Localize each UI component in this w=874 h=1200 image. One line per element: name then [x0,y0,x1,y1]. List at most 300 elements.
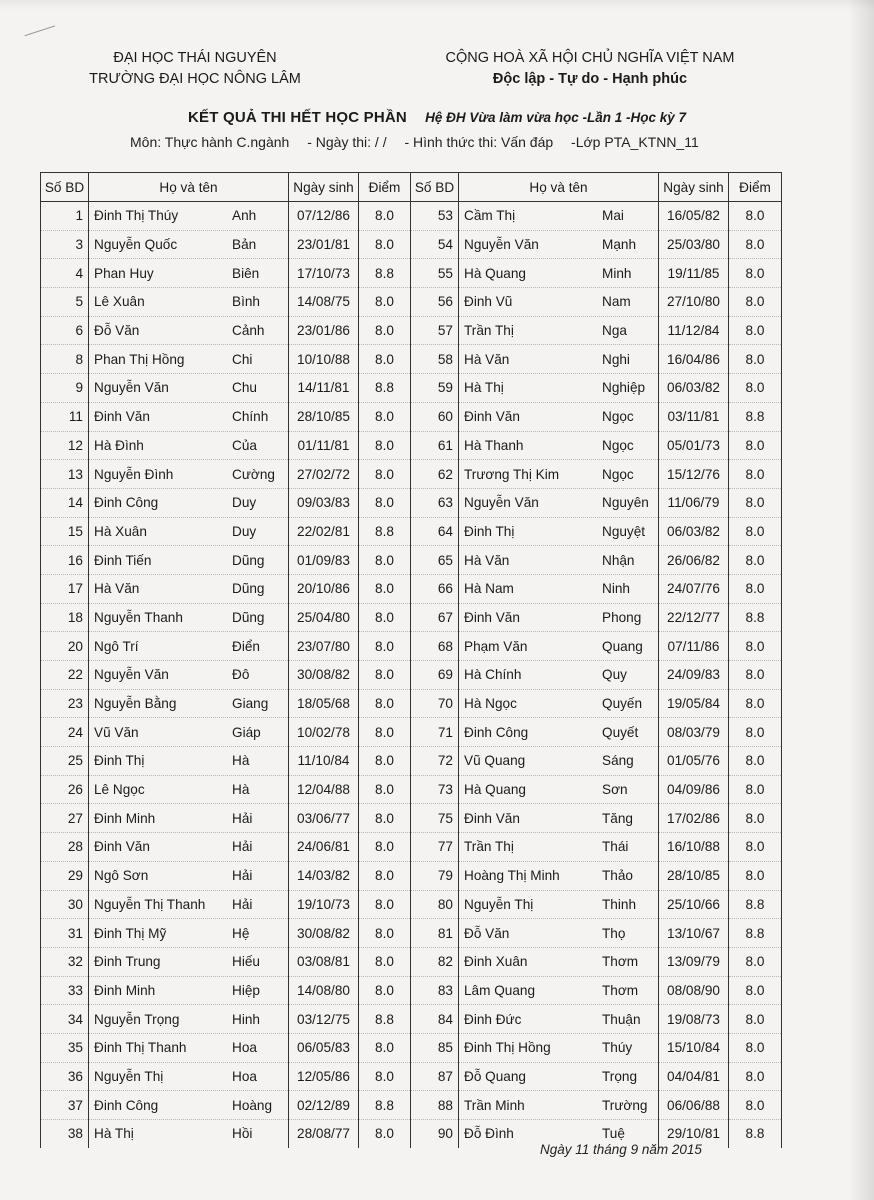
table-row [41,546,782,575]
table-row [41,316,782,345]
dob-text: 06/03/82 [667,380,720,396]
dob-text: 11/12/84 [667,323,720,339]
score [729,1091,782,1120]
candidate-number-text: 27 [67,810,83,826]
table-row [41,747,782,776]
candidate-number [41,517,89,546]
candidate-number [41,718,89,747]
family-name: Hà Văn [94,581,140,597]
dob-text: 01/09/83 [297,552,350,568]
candidate-number-text: 66 [437,581,453,597]
family-name: Trương Thị Kim [464,466,560,482]
date-of-birth [659,1091,729,1120]
score-text: 8.0 [745,1068,765,1084]
date-of-birth [659,919,729,948]
date-of-birth [659,374,729,403]
given-name: Bình [232,294,260,310]
dob-text: 05/01/73 [667,437,720,453]
family-name: Đỗ Quang [464,1068,526,1084]
score-text: 8.0 [745,667,765,683]
candidate-number [411,1120,459,1148]
candidate-number [411,661,459,690]
table-row [41,947,782,976]
candidate-number-text: 88 [437,1097,453,1113]
table-row [41,488,782,517]
full-name [89,833,289,862]
candidate-number-text: 35 [67,1040,83,1056]
score [729,661,782,690]
family-name: Hà Nam [464,581,514,597]
score-text: 8.0 [375,609,394,625]
candidate-number [41,947,89,976]
full-name [459,1033,659,1062]
date-of-birth [289,747,359,776]
given-name: Tăng [602,810,633,826]
given-name: Thơm [602,954,639,970]
full-name [89,775,289,804]
date-of-birth [659,431,729,460]
class-code: -Lớp PTA_KTNN_11 [571,134,699,150]
table-row [41,431,782,460]
family-name: Đinh Công [464,724,529,740]
given-name: Thuận [602,1011,641,1027]
dob-text: 11/06/79 [667,495,720,511]
score [359,460,411,489]
candidate-number [411,1005,459,1034]
candidate-number [41,402,89,431]
date-of-birth [289,345,359,374]
candidate-number [41,574,89,603]
family-name: Đinh Xuân [464,954,528,970]
given-name: Hoa [232,1040,257,1056]
candidate-number [41,632,89,661]
candidate-number [41,661,89,690]
table-row [41,1062,782,1091]
full-name [89,1005,289,1034]
dob-text: 13/10/67 [667,925,720,941]
given-name: Nam [602,294,631,310]
date-of-birth [659,288,729,317]
given-name: Hoàng [232,1097,273,1113]
score-text: 8.0 [375,839,394,855]
candidate-number-text: 81 [437,925,453,941]
candidate-number-text: 17 [67,581,83,597]
given-name: Nghi [602,351,630,367]
candidate-number [411,517,459,546]
dob-text: 22/12/77 [667,609,720,625]
date-of-birth [659,661,729,690]
candidate-number-text: 83 [437,982,453,998]
given-name: Hải [232,868,253,884]
score [359,919,411,948]
score [729,374,782,403]
col-header-sbd-2: Số BD [411,173,459,202]
dob-text: 27/10/80 [667,294,720,310]
family-name: Hà Thanh [464,437,524,453]
dob-text: 06/05/83 [297,1040,350,1056]
family-name: Hà Ngọc [464,696,517,712]
dob-text: 10/02/78 [297,724,350,740]
family-name: Đỗ Đình [464,1126,514,1142]
dob-text: 22/02/81 [297,523,350,539]
given-name: Chi [232,351,253,367]
given-name: Hiếu [232,954,260,970]
score [359,517,411,546]
candidate-number [41,345,89,374]
candidate-number [411,689,459,718]
family-name: Nguyễn Quốc [94,237,178,253]
score-text: 8.0 [375,667,394,683]
full-name [89,947,289,976]
score [359,345,411,374]
full-name [459,316,659,345]
candidate-number-text: 58 [437,351,453,367]
score-text: 8.0 [745,868,765,884]
full-name [89,316,289,345]
candidate-number-text: 60 [437,409,453,425]
family-name: Đinh Văn [464,609,520,625]
score [729,632,782,661]
score [729,431,782,460]
score-text: 8.0 [745,237,765,253]
given-name: Chu [232,380,257,396]
col-header-name-2: Họ và tên [459,173,659,202]
full-name [459,861,659,890]
given-name: Duy [232,495,257,511]
score-text: 8.8 [375,1097,394,1113]
score-text: 8.0 [375,495,394,511]
full-name [89,804,289,833]
score-text: 8.0 [375,724,394,740]
dob-text: 02/12/89 [297,1097,350,1113]
table-row [41,890,782,919]
score-text: 8.0 [745,581,765,597]
candidate-number-text: 29 [67,868,83,884]
given-name: Ninh [602,581,630,597]
given-name: Hà [232,753,250,769]
score-text: 8.0 [745,839,765,855]
score [729,259,782,288]
candidate-number-text: 28 [67,839,83,855]
date-of-birth [289,775,359,804]
date-of-birth [289,517,359,546]
signing-date: Ngày 11 tháng 9 năm 2015 [540,1142,702,1157]
dob-text: 23/07/80 [297,638,350,654]
given-name: Quyến [602,696,643,712]
candidate-number-text: 54 [437,237,453,253]
score [359,488,411,517]
score-text: 8.0 [745,982,765,998]
given-name: Nghiệp [602,380,646,396]
date-of-birth [659,546,729,575]
date-of-birth [289,431,359,460]
table-header-row [41,173,782,202]
score-text: 8.8 [745,1126,765,1142]
candidate-number [411,460,459,489]
score-text: 8.0 [745,810,765,826]
dob-text: 15/12/76 [667,466,720,482]
candidate-number-text: 8 [75,351,83,367]
given-name: Giang [232,696,269,712]
full-name [459,919,659,948]
dob-text: 23/01/86 [297,323,350,339]
candidate-number-text: 90 [437,1126,453,1142]
score [729,976,782,1005]
score [359,288,411,317]
date-of-birth [289,861,359,890]
table-row [41,288,782,317]
full-name [89,1033,289,1062]
dob-text: 09/03/83 [297,495,350,511]
candidate-number-text: 18 [67,609,83,625]
date-of-birth [659,947,729,976]
family-name: Đinh Minh [94,810,156,826]
score [359,230,411,259]
score [359,574,411,603]
table-row [41,345,782,374]
given-name: Ngọc [602,466,634,482]
family-name: Cầm Thị [464,208,516,224]
dob-text: 14/08/75 [297,294,350,310]
candidate-number-text: 55 [437,265,453,281]
score-text: 8.0 [745,523,765,539]
score-text: 8.0 [375,1126,394,1142]
score [359,316,411,345]
date-of-birth [289,1005,359,1034]
candidate-number-text: 73 [437,782,453,798]
score-text: 8.0 [375,896,394,912]
candidate-number [411,603,459,632]
dob-text: 06/03/82 [667,523,720,539]
score-text: 8.0 [375,323,394,339]
candidate-number [41,747,89,776]
full-name [459,202,659,231]
candidate-number-text: 63 [437,495,453,511]
score-text: 8.8 [375,380,394,396]
full-name [459,259,659,288]
family-name: Hà Thị [94,1126,134,1142]
given-name: Minh [602,265,632,281]
date-of-birth [289,947,359,976]
date-of-birth [659,574,729,603]
family-name: Ngô Sơn [94,868,149,884]
full-name [89,259,289,288]
given-name: Dũng [232,581,265,597]
candidate-number-text: 1 [75,208,83,224]
candidate-number-text: 68 [437,638,453,654]
given-name: Hồi [232,1126,253,1142]
candidate-number-text: 67 [437,609,453,625]
score [729,603,782,632]
dob-text: 01/05/76 [667,753,720,769]
score-text: 8.0 [375,810,394,826]
candidate-number [411,202,459,231]
col-header-score: Điểm [359,173,411,202]
candidate-number-text: 85 [437,1040,453,1056]
candidate-number-text: 56 [437,294,453,310]
candidate-number [41,976,89,1005]
date-of-birth [289,1033,359,1062]
candidate-number-text: 71 [437,724,453,740]
family-name: Phan Thị Hồng [94,351,185,367]
candidate-number [411,833,459,862]
date-of-birth [659,345,729,374]
score [729,316,782,345]
given-name: Dũng [232,552,265,568]
candidate-number [411,632,459,661]
score-text: 8.0 [375,466,394,482]
family-name: Ngô Trí [94,638,139,654]
results-table [40,172,782,1148]
candidate-number-text: 59 [437,380,453,396]
dob-text: 17/02/86 [667,810,720,826]
score [359,661,411,690]
date-of-birth [289,460,359,489]
score [729,517,782,546]
candidate-number-text: 84 [437,1011,453,1027]
score [729,288,782,317]
subject-name: Môn: Thực hành C.ngành [130,134,290,150]
score-text: 8.0 [745,696,765,712]
score [729,546,782,575]
given-name: Ngọc [602,409,634,425]
exam-date: - Ngày thi: / / [307,134,387,150]
family-name: Nguyễn Văn [464,237,539,253]
score [359,775,411,804]
candidate-number-text: 22 [67,667,83,683]
candidate-number [41,431,89,460]
score-text: 8.0 [745,437,765,453]
candidate-number [411,316,459,345]
date-of-birth [659,632,729,661]
exam-format: - Hình thức thi: Vấn đáp [404,134,554,150]
family-name: Đinh Thị Mỹ [94,925,167,941]
given-name: Sáng [602,753,634,769]
candidate-number [411,976,459,1005]
candidate-number-text: 65 [437,552,453,568]
dob-text: 03/06/77 [297,810,350,826]
score-text: 8.0 [745,753,765,769]
family-name: Đinh Minh [94,982,156,998]
candidate-number [41,288,89,317]
score [729,861,782,890]
exam-info [130,134,713,150]
family-name: Đinh Tiến [94,552,152,568]
candidate-number-text: 5 [75,294,83,310]
full-name [459,488,659,517]
score-text: 8.0 [745,782,765,798]
candidate-number [41,202,89,231]
candidate-number [411,890,459,919]
full-name [89,460,289,489]
date-of-birth [659,747,729,776]
score-text: 8.0 [745,265,765,281]
dob-text: 13/09/79 [667,954,720,970]
family-name: Trần Thị [464,323,514,339]
candidate-number [411,259,459,288]
dob-text: 12/05/86 [297,1068,350,1084]
date-of-birth [289,1062,359,1091]
candidate-number-text: 30 [67,896,83,912]
full-name [459,775,659,804]
candidate-number [411,947,459,976]
full-name [459,1062,659,1091]
table-row [41,718,782,747]
full-name [459,833,659,862]
given-name: Hiệp [232,982,260,998]
score-text: 8.0 [375,782,394,798]
full-name [89,230,289,259]
candidate-number-text: 14 [67,495,83,511]
date-of-birth [659,890,729,919]
date-of-birth [659,1033,729,1062]
title-sub: Hệ ĐH Vừa làm vừa học -Lần 1 -Học kỳ 7 [425,110,686,125]
date-of-birth [659,603,729,632]
score-text: 8.0 [375,351,394,367]
family-name: Đinh Vũ [464,294,513,310]
date-of-birth [659,316,729,345]
score-text: 8.0 [375,409,394,425]
dob-text: 23/01/81 [297,237,350,253]
date-of-birth [289,661,359,690]
score [359,718,411,747]
candidate-number-text: 72 [437,753,453,769]
candidate-number [41,546,89,575]
dob-text: 14/03/82 [297,868,350,884]
dob-text: 27/02/72 [297,466,350,482]
candidate-number-text: 15 [67,523,83,539]
given-name: Sơn [602,782,628,798]
candidate-number-text: 33 [67,982,83,998]
table-row [41,689,782,718]
given-name: Cường [232,466,275,482]
given-name: Trường [602,1097,648,1113]
candidate-number [41,1120,89,1148]
full-name [89,288,289,317]
family-name: Trần Thị [464,839,514,855]
family-name: Đinh Thị Thúy [94,208,179,224]
candidate-number-text: 53 [437,208,453,224]
date-of-birth [289,890,359,919]
date-of-birth [289,259,359,288]
candidate-number-text: 26 [67,782,83,798]
table-row [41,230,782,259]
score [359,402,411,431]
given-name: Cảnh [232,323,265,339]
full-name [459,374,659,403]
full-name [459,718,659,747]
dob-text: 25/03/80 [667,237,720,253]
candidate-number [411,919,459,948]
candidate-number [41,861,89,890]
date-of-birth [659,976,729,1005]
candidate-number [411,861,459,890]
dob-text: 26/06/82 [667,552,720,568]
date-of-birth [289,976,359,1005]
family-name: Nguyễn Thanh [94,609,183,625]
score-text: 8.0 [375,437,394,453]
dob-text: 28/10/85 [297,409,350,425]
date-of-birth [289,402,359,431]
full-name [89,1120,289,1148]
candidate-number-text: 4 [75,265,83,281]
family-name: Đinh Văn [464,810,520,826]
score [729,230,782,259]
candidate-number [411,288,459,317]
score [359,1091,411,1120]
candidate-number-text: 11 [68,409,83,425]
score-text: 8.0 [375,1040,394,1056]
